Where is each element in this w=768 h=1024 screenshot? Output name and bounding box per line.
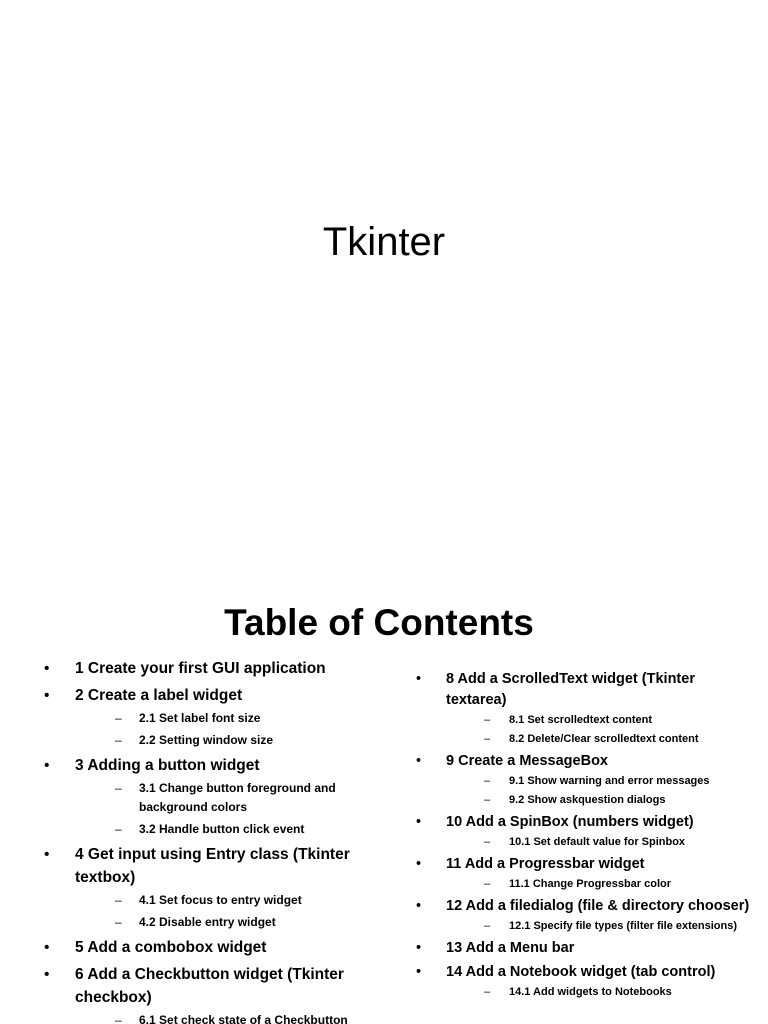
toc-subitem-label: 11.1 Change Progressbar color [509,878,672,890]
toc-item [44,657,374,680]
toc-item [44,684,374,750]
dash-icon: – [484,836,491,848]
toc-item-label: 3 Adding a button widget [75,757,260,774]
toc-item [44,963,374,1024]
toc-sublist [75,1011,374,1024]
dash-icon: – [484,920,491,932]
toc-item [416,938,756,959]
toc-right-column [416,669,756,1004]
toc-subitem [75,779,374,817]
toc-sublist [75,779,374,839]
dash-icon: – [484,878,491,890]
bullet-icon: • [44,939,50,956]
toc-item [416,812,756,851]
toc-subitem [446,918,756,935]
toc-sublist [446,834,756,851]
toc-subitem [75,709,374,728]
dash-icon: – [484,986,491,998]
bullet-icon: • [44,757,50,774]
toc-subitem [75,1011,374,1024]
toc-subitem-label: 12.1 Specify file types (filter file extensions) [509,920,738,932]
toc-subitem [446,712,756,729]
toc-subitem-label: 8.2 Delete/Clear scrolledtext content [509,733,699,745]
dash-icon: – [115,733,122,747]
toc-subitem [446,773,756,790]
toc-subitem [446,731,756,748]
toc-subitem-label: 9.2 Show askquestion dialogs [509,794,666,806]
toc-subitem-label: 4.1 Set focus to entry widget [139,893,302,907]
toc-subitem [446,792,756,809]
dash-icon: – [115,1013,122,1024]
toc-subitem-label: 6.1 Set check state of a Checkbutton [139,1013,348,1024]
bullet-icon: • [416,898,422,914]
toc-item-label: 11 Add a Progressbar widget [446,856,645,872]
dash-icon: – [484,794,491,806]
toc-item-label: 9 Create a MessageBox [446,753,608,769]
bullet-icon: • [416,940,422,956]
bullet-icon: • [44,687,50,704]
toc-item-label: 8 Add a ScrolledText widget (Tkinter textarea) [446,671,695,708]
toc-item [416,751,756,809]
toc-item-label: 4 Get input using Entry class (Tkinter textbox) [75,846,350,886]
dash-icon: – [115,711,122,725]
toc-subitem [75,820,374,839]
toc-subitem [446,876,756,893]
bullet-icon: • [44,846,50,863]
toc-item [44,754,374,839]
bullet-icon: • [416,964,422,980]
toc-item-label: 13 Add a Menu bar [446,940,575,956]
bullet-icon: • [416,671,422,687]
toc-subitem-label: 4.2 Disable entry widget [139,915,276,929]
toc-left-column [44,657,374,1024]
toc-item [416,669,756,748]
toc-item-label: 5 Add a combobox widget [75,939,267,956]
toc-heading: Table of Contents [224,602,534,643]
toc-item-label: 10 Add a SpinBox (numbers widget) [446,814,694,830]
toc-subitem [75,913,374,932]
toc-subitem-label: 14.1 Add widgets to Notebooks [509,986,672,998]
toc-subitem-label: 2.1 Set label font size [139,711,261,725]
toc-item [44,843,374,932]
toc-item-label: 6 Add a Checkbutton widget (Tkinter checkbox) [75,966,344,1006]
toc-sublist [446,712,756,748]
toc-item-label: 12 Add a filedialog (file & directory chooser) [446,898,750,914]
dash-icon: – [115,893,122,907]
toc-item [416,896,756,935]
toc-item-label: 1 Create your first GUI application [75,660,326,677]
dash-icon: – [115,822,122,836]
bullet-icon: • [416,753,422,769]
toc-item-label: 14 Add a Notebook widget (tab control) [446,964,716,980]
dash-icon: – [115,915,122,929]
toc-subitem [75,731,374,750]
toc-subitem-label: 9.1 Show warning and error messages [509,775,710,787]
dash-icon: – [115,781,122,795]
dash-icon: – [484,714,491,726]
toc-subitem-label: 3.1 Change button foreground and background colors [139,781,336,814]
toc-item [416,854,756,893]
toc-sublist [446,876,756,893]
dash-icon: – [484,733,491,745]
toc-subitem [446,834,756,851]
toc-subitem [446,984,756,1001]
bullet-icon: • [44,966,50,983]
bullet-icon: • [44,660,50,677]
toc-subitem [75,891,374,910]
toc-item [416,962,756,1001]
bullet-icon: • [416,814,422,830]
toc-item-label: 2 Create a label widget [75,687,243,704]
toc-subitem-label: 8.1 Set scrolledtext content [509,714,653,726]
toc-sublist [446,984,756,1001]
bullet-icon: • [416,856,422,872]
toc-item [44,936,374,959]
toc-subitem-label: 10.1 Set default value for Spinbox [509,836,686,848]
toc-sublist [446,918,756,935]
toc-sublist [446,773,756,809]
slide-title: Tkinter [322,220,446,264]
toc-subitem-label: 3.2 Handle button click event [139,822,305,836]
toc-sublist [75,709,374,750]
toc-sublist [75,891,374,932]
dash-icon: – [484,775,491,787]
toc-subitem-label: 2.2 Setting window size [139,733,274,747]
